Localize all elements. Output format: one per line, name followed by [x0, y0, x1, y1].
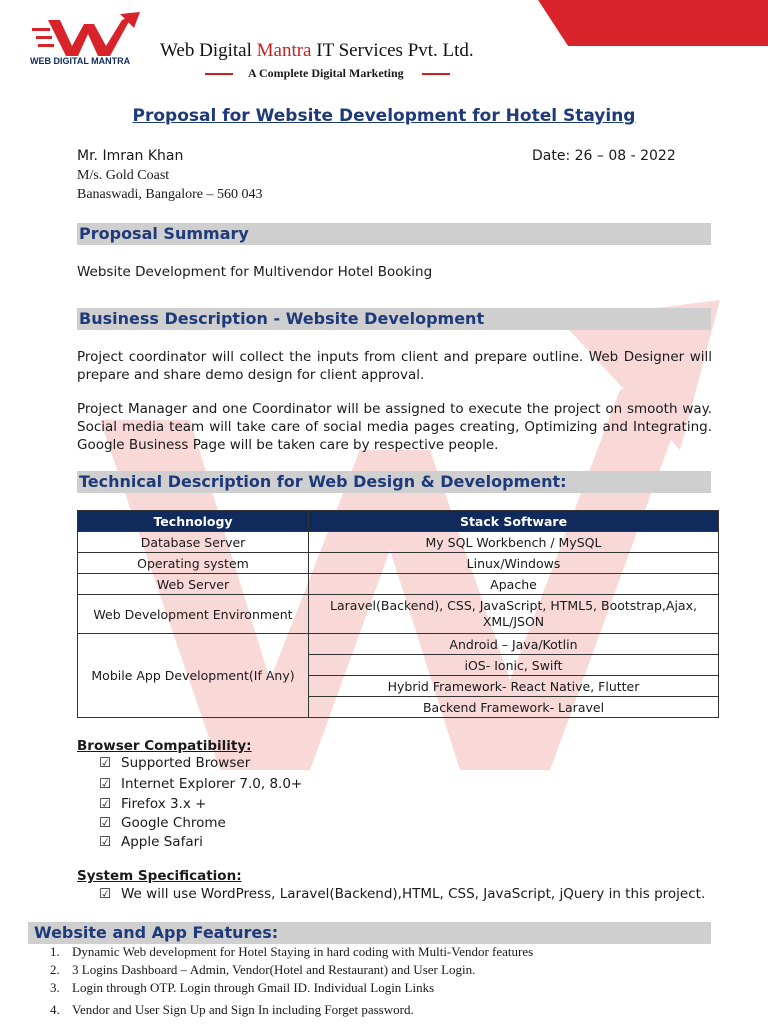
section-heading-business: Business Description - Website Development: [77, 308, 711, 330]
checkbox-icon: ☑: [99, 776, 112, 792]
table-row: [78, 574, 719, 595]
list-item: ☑ Internet Explorer 7.0, 8.0+: [99, 776, 303, 792]
table-cell: iOS- Ionic, Swift: [309, 655, 719, 676]
business-paragraph-2: Project Manager and one Coordinator will be assigned to execute the project on smooth way. Social media team will take care of social media pages creating, Optimizing and Integrating. Google Business Page will be taken care by respective people.: [77, 401, 712, 453]
recipient-address: Banaswadi, Bangalore – 560 043: [77, 187, 263, 202]
list-item: ☑ Google Chrome: [99, 815, 226, 831]
table-cell: Database Server: [78, 532, 309, 553]
table-cell: Backend Framework- Laravel: [309, 697, 719, 718]
table-cell: Mobile App Development(If Any): [78, 634, 309, 718]
table-row: [78, 553, 719, 574]
list-item: ☑ We will use WordPress, Laravel(Backend),HTML, CSS, JavaScript, jQuery in this project.: [99, 886, 706, 902]
checkbox-icon: ☑: [99, 834, 112, 850]
business-paragraph-1: Project coordinator will collect the inputs from client and prepare outline. Web Designer will prepare and share demo design for client approval.: [77, 349, 712, 383]
technology-table: [77, 510, 719, 718]
table-row: [78, 532, 719, 553]
list-item: 2. 3 Logins Dashboard – Admin, Vendor(Hotel and Restaurant) and User Login.: [50, 962, 476, 977]
company-logo-icon: [28, 12, 152, 76]
table-cell: Android – Java/Kotlin: [309, 634, 719, 655]
proposal-date: Date: 26 – 08 - 2022: [532, 148, 676, 164]
table-header-stack: Stack Software: [309, 511, 719, 532]
table-cell: Hybrid Framework- React Native, Flutter: [309, 676, 719, 697]
section-heading-summary: Proposal Summary: [77, 223, 711, 245]
table-cell: Operating system: [78, 553, 309, 574]
summary-text: Website Development for Multivendor Hotel Booking: [77, 264, 433, 280]
checkbox-icon: ☑: [99, 886, 112, 902]
table-row: [78, 634, 719, 655]
section-heading-features: Website and App Features:: [28, 922, 711, 944]
table-cell: Apache: [309, 574, 719, 595]
tagline-divider-right: [422, 73, 450, 75]
corner-decoration: [508, 0, 768, 46]
table-cell: Laravel(Backend), CSS, JavaScript, HTML5, Bootstrap,Ajax, XML/JSON: [309, 595, 719, 634]
list-item: 4. Vendor and User Sign Up and Sign In including Forget password.: [50, 1002, 414, 1017]
list-item: 1. Dynamic Web development for Hotel Staying in hard coding with Multi-Vendor features: [50, 944, 534, 959]
logo-text: WEB DIGITAL MANTRA: [30, 56, 131, 66]
table-header-technology: Technology: [78, 511, 309, 532]
recipient-name: Mr. Imran Khan: [77, 148, 184, 164]
list-item: 3. Login through OTP. Login through Gmail ID. Individual Login Links: [50, 980, 435, 995]
list-item: ☑ Apple Safari: [99, 834, 203, 850]
tagline: A Complete Digital Marketing: [248, 66, 404, 80]
table-row: [78, 595, 719, 634]
checkbox-icon: ☑: [99, 796, 112, 812]
list-item: ☑ Supported Browser: [99, 755, 251, 771]
tagline-divider-left: [205, 73, 233, 75]
recipient-company: M/s. Gold Coast: [77, 168, 170, 183]
checkbox-icon: ☑: [99, 815, 112, 831]
document-title: Proposal for Website Development for Hotel Staying: [132, 106, 636, 126]
table-cell: Web Development Environment: [78, 595, 309, 634]
system-specification-heading: System Specification:: [77, 868, 242, 884]
table-header-row: [78, 511, 719, 532]
table-cell: My SQL Workbench / MySQL: [309, 532, 719, 553]
table-cell: Linux/Windows: [309, 553, 719, 574]
section-heading-technical: Technical Description for Web Design & Development:: [77, 471, 711, 493]
company-name: Web Digital Mantra IT Services Pvt. Ltd.: [160, 40, 474, 61]
checkbox-icon: ☑: [99, 755, 112, 771]
table-cell: Web Server: [78, 574, 309, 595]
list-item: ☑ Firefox 3.x +: [99, 796, 207, 812]
browser-compatibility-heading: Browser Compatibility:: [77, 738, 252, 754]
